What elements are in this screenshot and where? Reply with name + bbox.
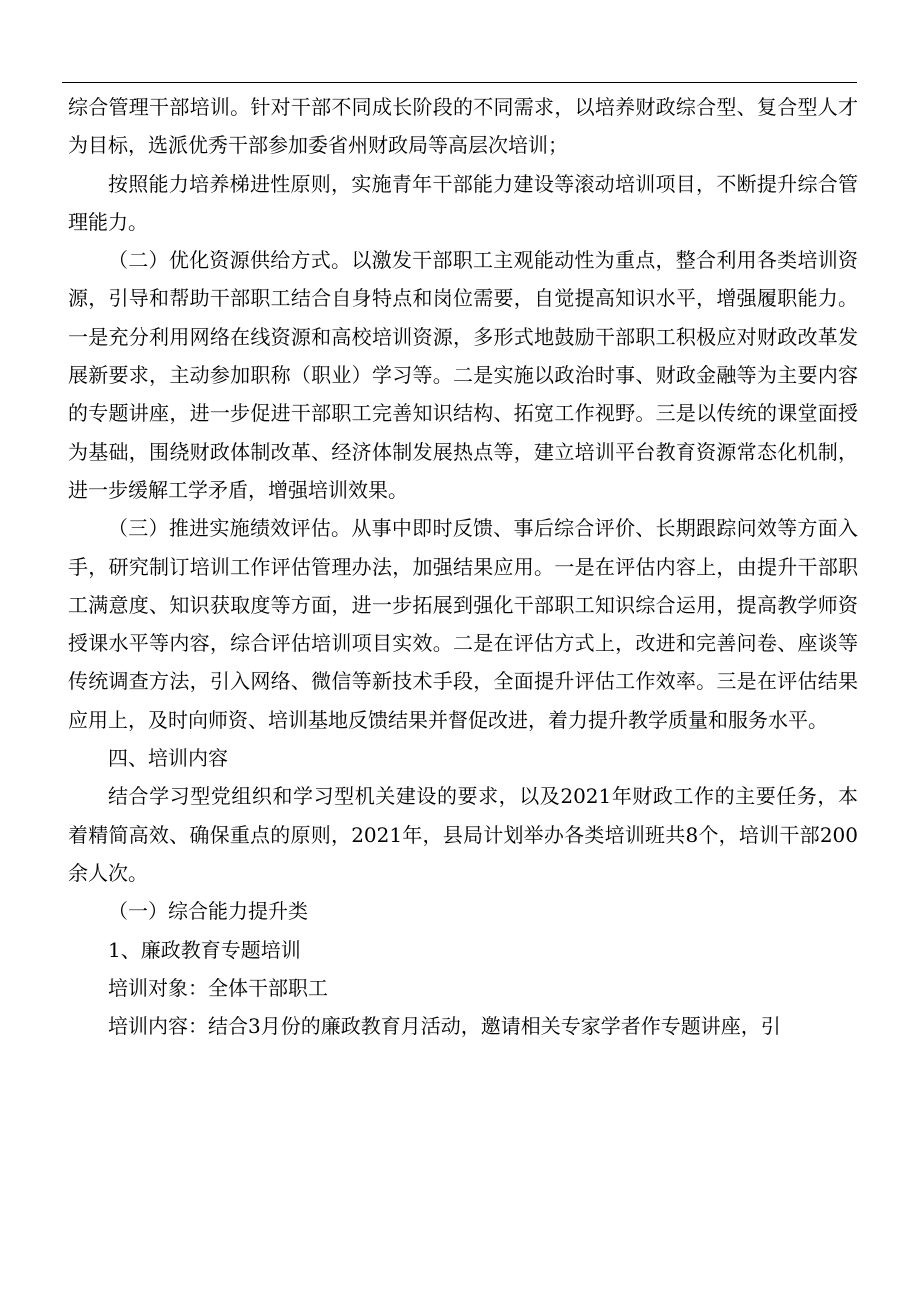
paragraph-continuation: 综合管理干部培训。针对干部不同成长阶段的不同需求，以培养财政综合型、复合型人才为目标，选派优秀干部参加委省州财政局等高层次培训； (68, 95, 858, 158)
paragraph-capability-principle: 按照能力培养梯进性原则，实施青年干部能力建设等滚动培训项目，不断提升综合管理能力。 (68, 171, 858, 234)
paragraph-performance-evaluation: （三）推进实施绩效评估。从事中即时反馈、事后综合评价、长期跟踪问效等方面入手，研究制订培训工作评估管理办法，加强结果应用。一是在评估内容上，由提升干部职工满意度、知识获取度等方面，进一步拓展到强化干部职工知识综合运用，提高教学师资授课水平等内容，综合评估培训项目实效。二是在评估方式上，改进和完善问卷、座谈等传统调查方法，引入网络、微信等新技术手段，全面提升评估工作效率。三是在评估结果应用上，及时向师资、培训基地反馈结果并督促改进，着力提升教学质量和服务水平。 (68, 516, 858, 732)
document-body (68, 88, 858, 1045)
section-heading-training-content: 四、培训内容 (108, 746, 228, 771)
paragraph-training-plan: 结合学习型党组织和学习型机关建设的要求，以及2021年财政工作的主要任务，本着精简高效、确保重点的原则，2021年，县局计划举办各类培训班共8个，培训干部200余人次。 (68, 784, 858, 885)
training-target: 培训对象：全体干部职工 (108, 975, 328, 1000)
paragraph-resource-supply: （二）优化资源供给方式。以激发干部职工主观能动性为重点，整合利用各类培训资源，引导和帮助干部职工结合自身特点和岗位需要，自觉提高知识水平，增强履职能力。一是充分利用网络在线资源和高校培训资源，多形式地鼓励干部职工积极应对财政改革发展新要求，主动参加职称（职业）学习等。二是实施以政治时事、财政金融等为主要内容的专题讲座，进一步促进干部职工完善知识结构、拓宽工作视野。三是以传统的课堂面授为基础，围绕财政体制改革、经济体制发展热点等，建立培训平台教育资源常态化机制，进一步缓解工学矛盾，增强培训效果。 (68, 248, 858, 502)
item-heading-integrity-training: 1、廉政教育专题培训 (108, 937, 301, 962)
subsection-heading-comprehensive: （一）综合能力提升类 (108, 899, 308, 924)
header-rule (62, 82, 857, 83)
training-content: 培训内容：结合3月份的廉政教育月活动，邀请相关专家学者作专题讲座，引 (108, 1014, 781, 1039)
